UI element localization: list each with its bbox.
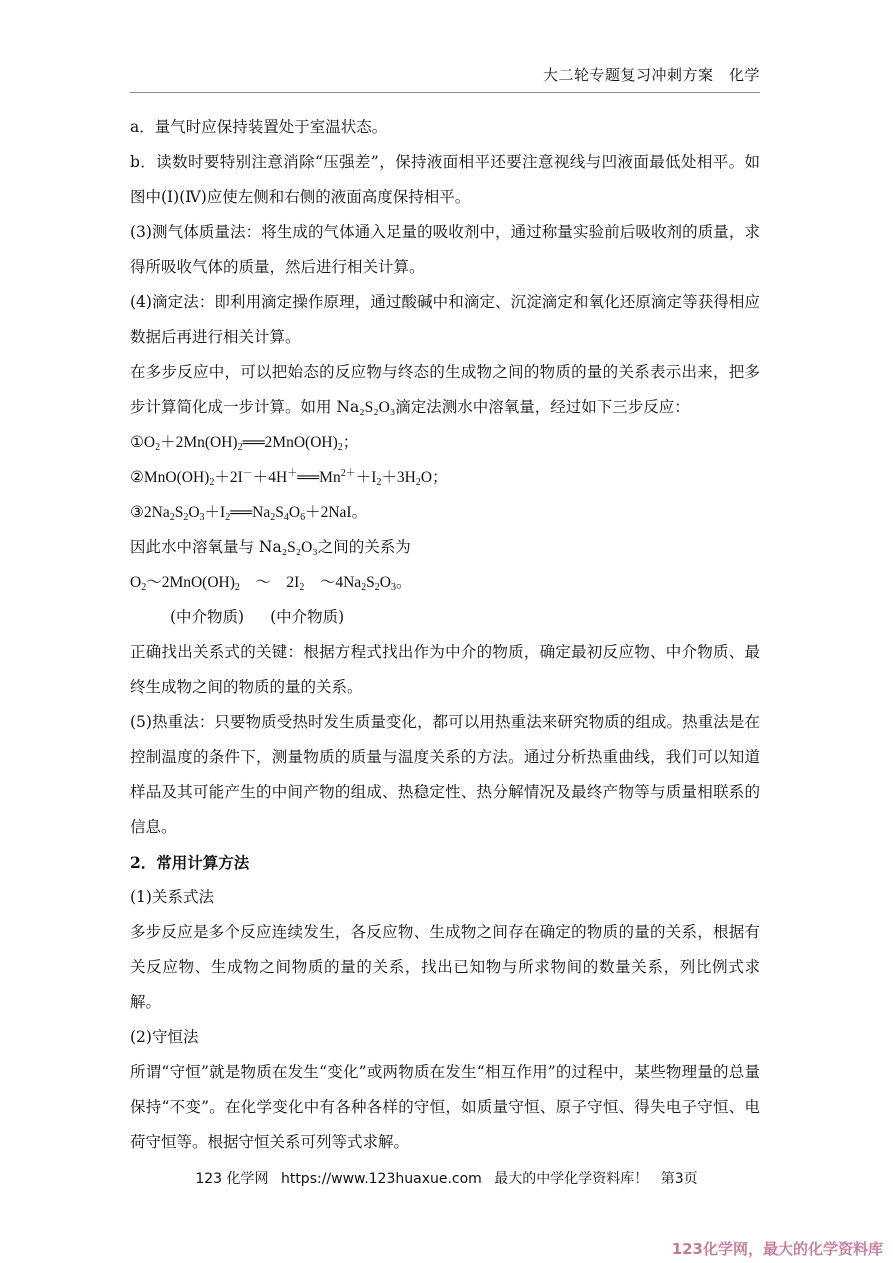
section-heading-calc-methods: 2．常用计算方法 bbox=[130, 853, 250, 872]
formula-sodium-thiosulfate-2: ₂S₂O₃ bbox=[281, 539, 318, 556]
paragraph-key-point: 正确找出关系式的关键：根据方程式找出作为中介的物质，确定最初反应物、中介物质、最终生成物之间的物质的量的关系。 bbox=[130, 643, 760, 696]
subheading-relation-method: (1)关系式法 bbox=[130, 888, 214, 906]
paragraph-gas-mass-method: (3)测气体质量法：将生成的气体通入足量的吸收剂中，通过称量实验前后吸收剂的质量，求得所吸收气体的质量，然后进行相关计算。 bbox=[130, 223, 760, 276]
formula-sodium-thiosulfate: ₂S₂O₃ bbox=[359, 399, 396, 416]
paragraph-relation-method: 多步反应是多个反应连续发生，各反应物、生成物之间存在确定的物质的量的关系，根据有关反应物、生成物之间物质的量的关系，找出已知物与所求物间的数量关系，列比例式求解。 bbox=[130, 923, 760, 1011]
equation-1: $①O_2+2Mn(OH)_2══2MnO(OH)_2$； bbox=[130, 434, 359, 453]
subheading-conservation-method: (2)守恒法 bbox=[130, 1028, 199, 1046]
page-footer bbox=[0, 1168, 893, 1190]
paragraph-a: a．量气时应保持装置处于室温状态。 bbox=[130, 118, 388, 136]
document-body bbox=[130, 110, 760, 1160]
paragraph-multistep: 在多步反应中，可以把始态的反应物与终态的生成物之间的物质的量的关系表示出来，把多步计算简化成一步计算。如用 Na₂S₂O₃滴定法测水中溶氧量，经过如下三步反应： bbox=[130, 363, 760, 416]
annotation-intermediate-2: (中介物质) bbox=[270, 608, 345, 626]
footer-slogan: 最大的中学化学资料库！ bbox=[494, 1171, 649, 1187]
equation-2: $②MnO(OH)_2+2I^-+4H^+══Mn^{2+}+I_2+3H_2O$； bbox=[130, 468, 448, 488]
footer-site-name: 123 化学网 bbox=[195, 1171, 269, 1187]
footer-url-link[interactable]: https://www.123huaxue.com bbox=[280, 1171, 482, 1187]
paragraph-thermogravimetry: (5)热重法：只要物质受热时发生质量变化，都可以用热重法来研究物质的组成。热重法是在控制温度的条件下，测量物质的质量与温度关系的方法。通过分析热重曲线，我们可以知道样品及其可能产生的中间产物的组成、热稳定性、热分解情况及最终产物等与质量相联系的信息。 bbox=[130, 713, 760, 836]
paragraph-titration-method: (4)滴定法：即利用滴定操作原理，通过酸碱中和滴定、沉淀滴定和氧化还原滴定等获得相应数据后再进行相关计算。 bbox=[130, 293, 760, 346]
footer-page-number: 第3页 bbox=[660, 1171, 698, 1187]
relation-expression: $O_2\sim 2MnO(OH)_2$ ～ $2I_2$ $\sim 4Na_2S_2O_3$。 bbox=[130, 574, 412, 593]
paragraph-relation-intro: 因此水中溶氧量与 Na₂S₂O₃之间的关系为 bbox=[130, 538, 411, 556]
equation-3: $③2Na_2S_2O_3+I_2══Na_2S_4O_6+2NaI$。 bbox=[130, 504, 368, 523]
watermark-text: 123化学网，最大的化学资料库 bbox=[671, 1240, 883, 1258]
paragraph-b: b．读数时要特别注意消除“压强差”，保持液面相平还要注意视线与凹液面最低处相平。如图中(Ⅰ)(Ⅳ)应使左侧和右侧的液面高度保持相平。 bbox=[130, 153, 760, 206]
page-header: 大二轮专题复习冲刺方案 化学 bbox=[542, 66, 760, 84]
paragraph-conservation-method: 所谓“守恒”就是物质在发生“变化”或两物质在发生“相互作用”的过程中，某些物理量的总量保持“不变”。在化学变化中有各种各样的守恒，如质量守恒、原子守恒、得失电子守恒、电荷守恒等。根据守恒关系可列等式求解。 bbox=[130, 1063, 760, 1151]
intermediate-annotations bbox=[130, 600, 760, 635]
header-divider bbox=[130, 92, 760, 93]
annotation-intermediate-1: (中介物质) bbox=[170, 608, 245, 626]
